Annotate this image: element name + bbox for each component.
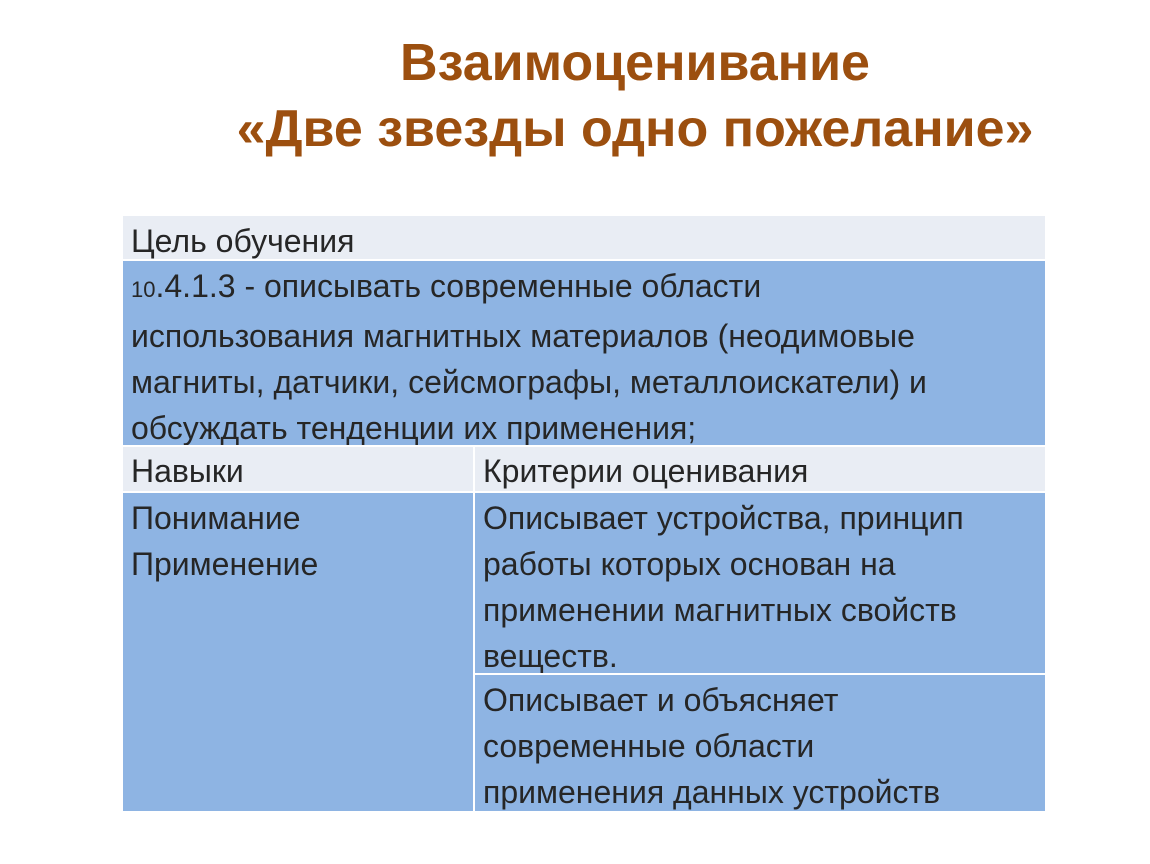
goal-code: 10 — [131, 277, 156, 302]
goal-line-text: .4.1.3 - описывать современные области — [155, 268, 762, 304]
skill-item: Понимание — [131, 500, 301, 536]
goal-line: использования магнитных материалов (неодимовые — [131, 318, 915, 354]
goal-line — [131, 263, 1037, 313]
criterion-line: Описывает устройства, принцип — [483, 500, 964, 536]
title-line-2: «Две звезды одно пожелание» — [236, 100, 1034, 158]
skills-cell — [123, 493, 473, 811]
skill-item: Применение — [131, 546, 319, 582]
criterion-1 — [475, 493, 1045, 673]
goal-text — [123, 261, 1045, 445]
goal-header: Цель обучения — [123, 216, 1045, 259]
goal-line: обсуждать тенденции их применения; — [131, 410, 697, 445]
assessment-table — [123, 216, 1045, 812]
criterion-line: веществ. — [483, 638, 618, 673]
criterion-line: применения данных устройств — [483, 774, 941, 810]
criterion-line: современные области — [483, 728, 815, 764]
criterion-line: работы которых основан на — [483, 546, 896, 582]
criterion-2 — [475, 675, 1045, 811]
criterion-line: Описывает и объясняет — [483, 682, 839, 718]
goal-line: магниты, датчики, сейсмографы, металлоискатели) и — [131, 364, 927, 400]
skills-header: Навыки — [123, 447, 473, 491]
criterion-line: применении магнитных свойств — [483, 592, 957, 628]
title-line-1: Взаимоценивание — [400, 34, 870, 92]
criteria-header: Критерии оценивания — [475, 447, 1045, 491]
slide-title — [0, 30, 1150, 162]
